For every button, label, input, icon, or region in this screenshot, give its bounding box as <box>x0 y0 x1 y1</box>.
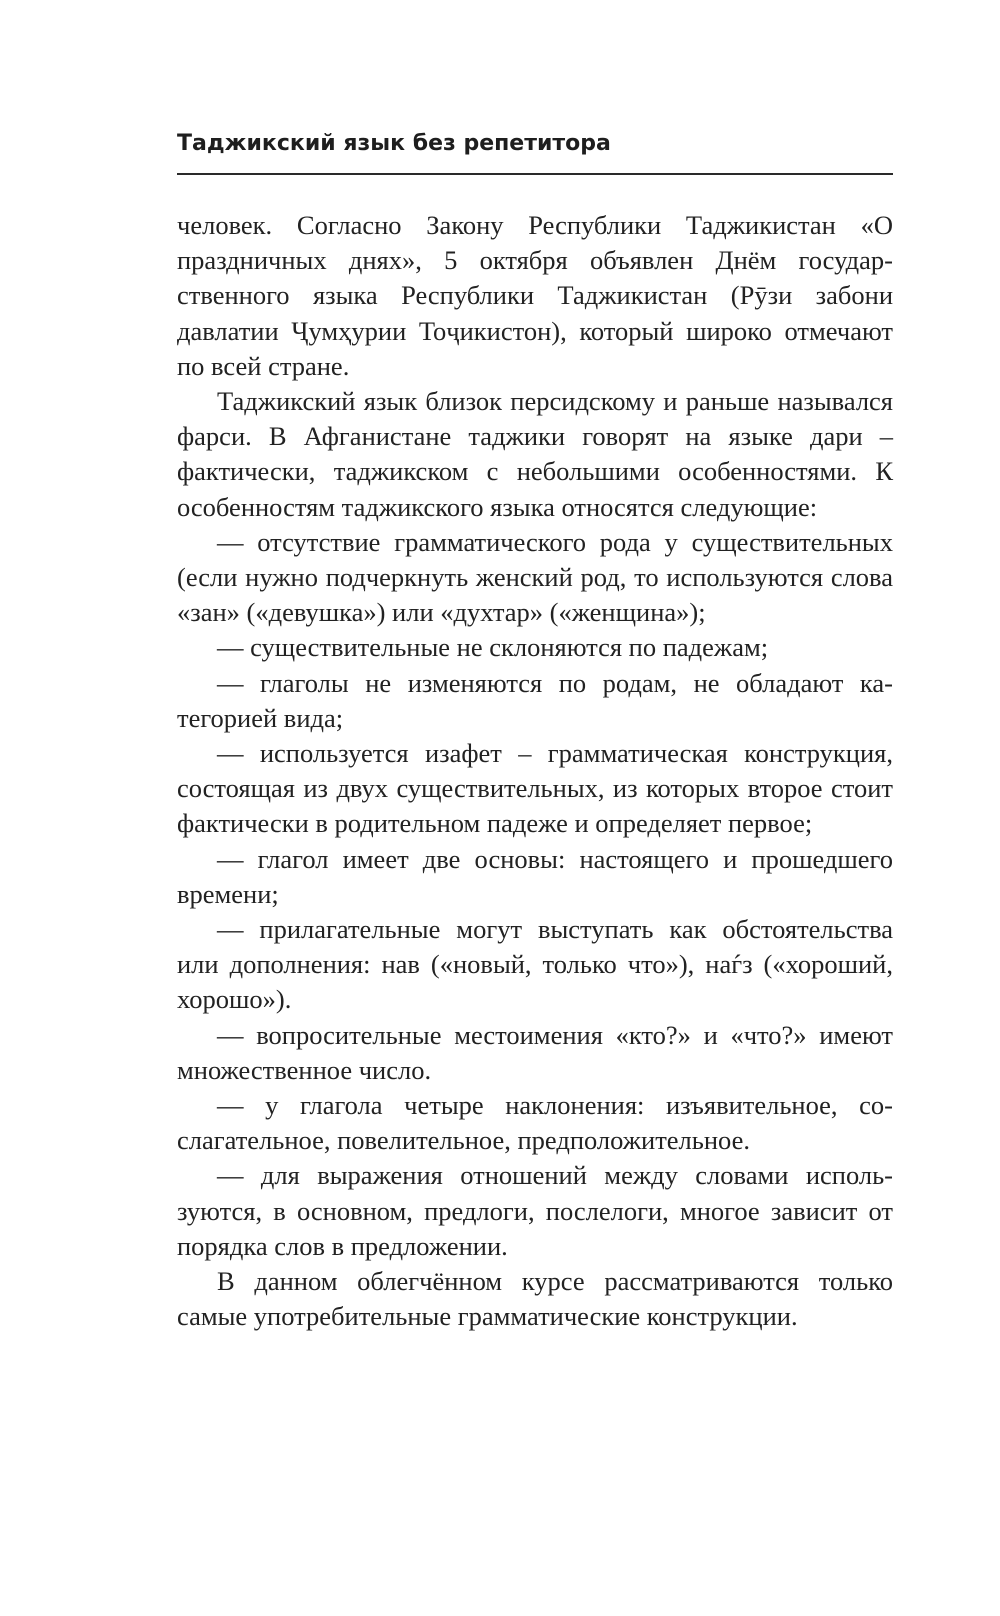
list-item: — для выражения отношений между словами используются, в основном, предлоги, послелоги, многое зависит от порядка слов в предложении. <box>177 1160 893 1261</box>
paragraph: Таджикский язык близок персидскому и раньше назывался фарси. В Афганистане таджики говорят на языке дари – фактически, таджикском с небольшими особенностями. К особенностям таджикского языка относятся следующие: <box>177 386 893 522</box>
list-item: — отсутствие грамматического рода у существительных (если нужно подчеркнуть женский род, то используются слова «зан» («девушка») или «духтар» («женщина»); <box>177 526 893 628</box>
header-rule <box>177 173 893 175</box>
body-text <box>177 208 893 1335</box>
list-item: — глаголы не изменяются по родам, не обладают категорией вида; <box>177 667 893 733</box>
list-item: — глагол имеет две основы: настоящего и прошедшего времени; <box>177 843 893 909</box>
running-head: Таджикский язык без репетитора <box>177 131 611 156</box>
list-item: — у глагола четыре наклонения: изъявительное, сослагательное, повелительное, предположительное. <box>177 1090 893 1156</box>
list-item: — вопросительные местоимения «кто?» и «что?» имеют множественное число. <box>177 1019 893 1085</box>
list-item: — используется изафет – грамматическая конструкция, состоящая из двух существительных, из которых второе стоит фактически в родительном падеже и определяет первое; <box>177 738 893 839</box>
list-item: — существительные не склоняются по падежам; <box>217 632 769 663</box>
paragraph: человек. Согласно Закону Республики Таджикистан «О праздничных днях», 5 октября объявлен Днём государственного языка Республики Таджикистан (Рӯзи забони давлатии Ҷумҳурии Тоҷикистон), который широко отмечают по всей стране. <box>177 210 893 381</box>
paragraph: В данном облегчённом курсе рассматриваются только самые употребительные грамматические конструкции. <box>177 1266 893 1332</box>
list-item: — прилагательные могут выступать как обстоятельства или дополнения: нав («новый, только что»), наѓз («хороший, хорошо»). <box>177 914 893 1015</box>
